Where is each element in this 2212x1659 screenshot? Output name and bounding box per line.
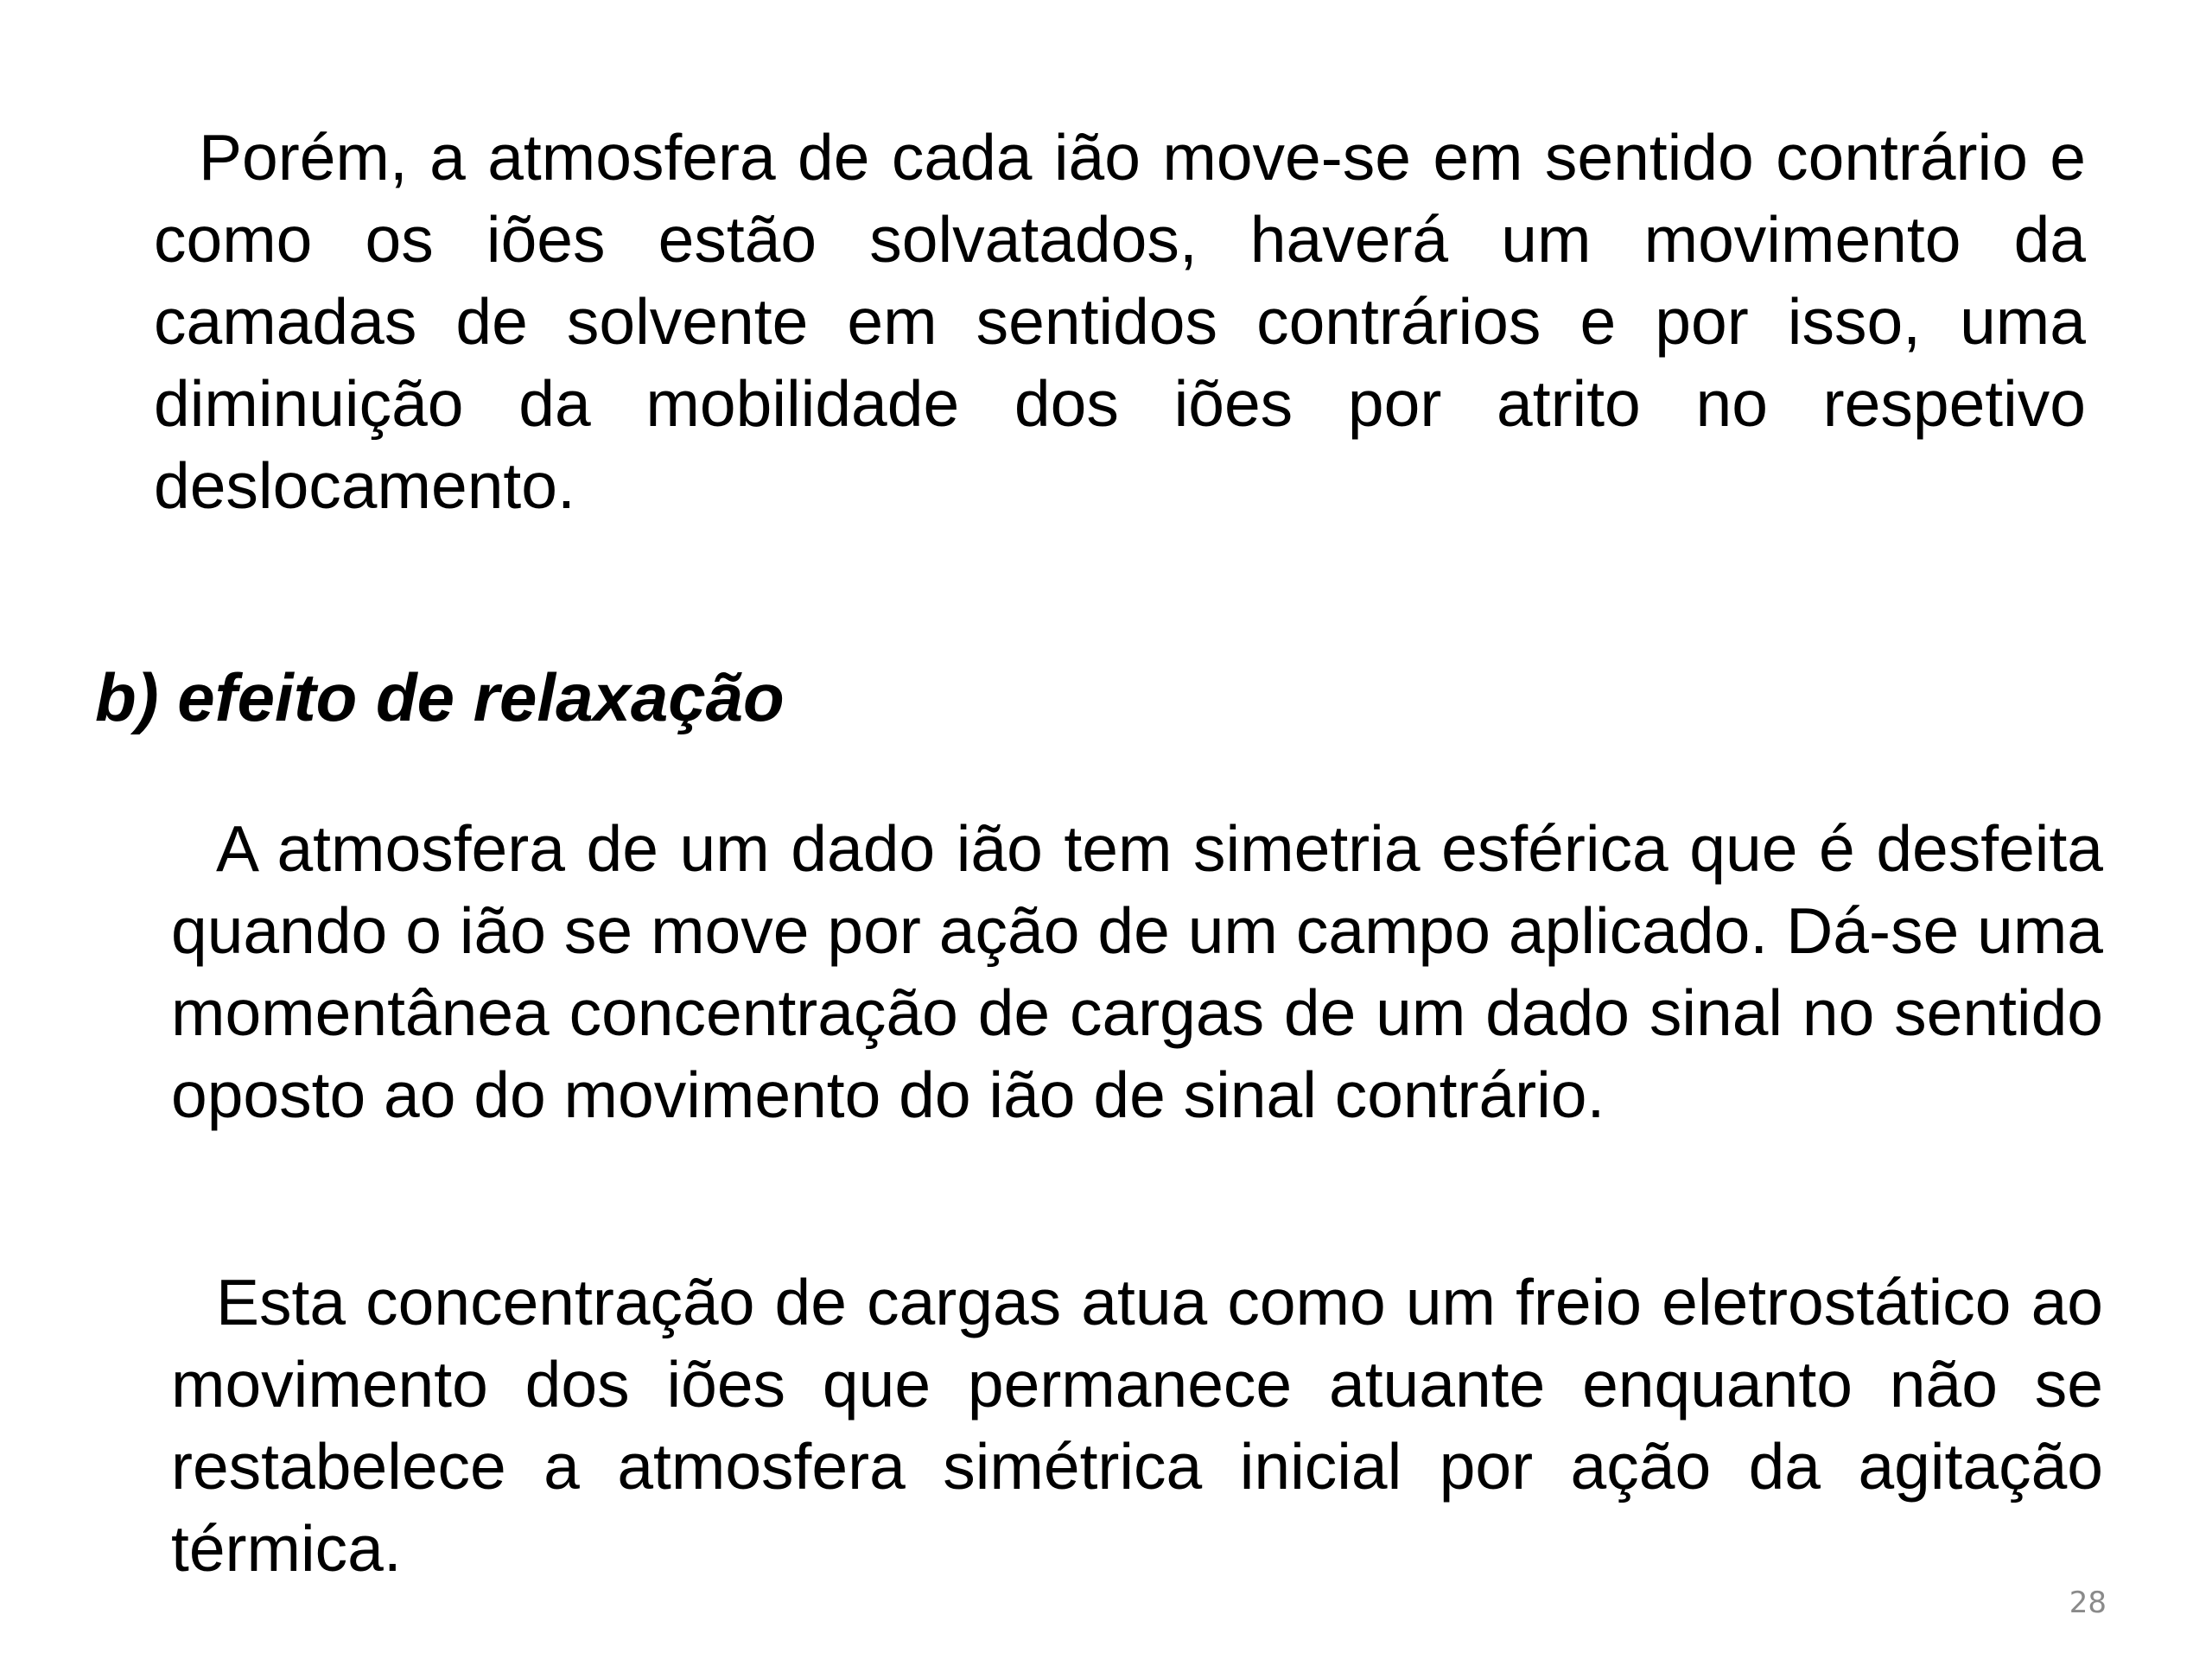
section-heading-relaxation-effect: b) efeito de relaxação [95,659,785,735]
paragraph-electrostatic-brake: Esta concentração de cargas atua como um freio eletrostático ao movimento dos iões que permanece atuante enquanto não se restabelece a atmosfera simétrica inicial por ação da agitação térmica. [171,1266,2103,1585]
paragraph-relaxation-description: A atmosfera de um dado ião tem simetria esférica que é desfeita quando o ião se move por ação de um campo aplicado. Dá-se uma momentânea concentração de cargas de um dado sinal no sentido oposto ao do movimento do ião de sinal contrário. [171,812,2103,1131]
paragraph-viscous-effect: Porém, a atmosfera de cada ião move-se em sentido contrário e como os iões estão solvatados, haverá um movimento da camadas de solvente em sentidos contrários e por isso, uma diminuição da mobilidade dos iões por atrito no respetivo deslocamento. [154,121,2086,522]
page-number: 28 [2069,1586,2107,1620]
